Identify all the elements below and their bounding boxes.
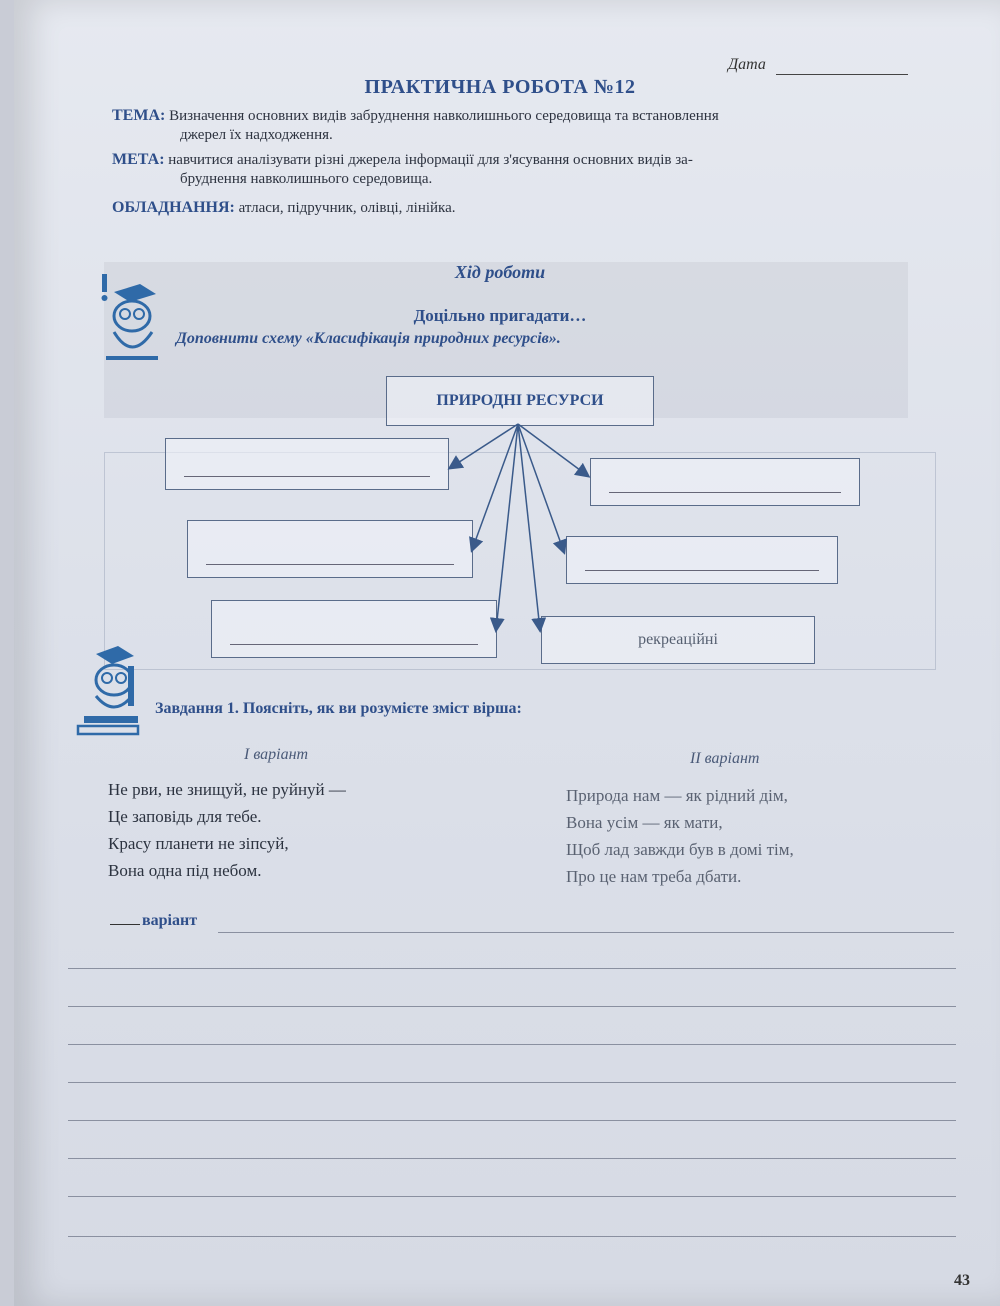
owl-books-icon (74, 640, 148, 740)
variant1-heading: I варіант (244, 746, 309, 763)
poem-line: Це заповідь для тебе. (108, 807, 262, 826)
answer-variant-text: варіант (142, 912, 198, 929)
tema-label: ТЕМА: (112, 107, 166, 124)
variant-number-field[interactable] (110, 924, 140, 925)
poem-line: Вона усім — як мати, (566, 813, 723, 832)
meta-label: МЕТА: (112, 151, 165, 168)
equipment-label: ОБЛАДНАННЯ: (112, 199, 235, 216)
poem-variant2 (566, 782, 794, 890)
poem-line: Красу планети не зіпсуй, (108, 834, 289, 853)
answer-line[interactable] (68, 1196, 956, 1197)
equipment-text: атласи, підручник, олівці, лінійка. (238, 200, 456, 216)
poem-line: Вона одна під небом. (108, 861, 262, 880)
poem-line: Про це нам треба дбати. (566, 867, 742, 886)
scheme-root-box: ПРИРОДНІ РЕСУРСИ (386, 376, 654, 426)
answer-line[interactable] (68, 1236, 956, 1237)
tema-text-1: Визначення основних видів забруднення навколишнього середовища та встановлення (169, 108, 719, 124)
tema-text-2: джерел їх надходження. (180, 127, 333, 143)
scheme-instruction: Доповнити схему «Класифікація природних ресурсів». (176, 330, 561, 347)
work-heading: Хід роботи (454, 262, 546, 282)
poem-variant1 (108, 776, 346, 884)
variant2-heading: II варіант (690, 750, 760, 767)
remember-heading: Доцільно пригадати… (413, 306, 587, 325)
meta-text-2: бруднення навколишнього середовища. (180, 171, 433, 187)
answer-line[interactable] (68, 968, 956, 969)
answer-line[interactable] (218, 932, 954, 933)
answer-line[interactable] (68, 1120, 956, 1121)
meta-text-1: навчитися аналізувати різні джерела інформації для з'ясування основних видів за- (168, 152, 693, 168)
answer-line[interactable] (68, 1158, 956, 1159)
answer-line[interactable] (68, 1006, 956, 1007)
poem-line: Природа нам — як рідний дім, (566, 786, 788, 805)
answer-line[interactable] (68, 1044, 956, 1045)
page-title: ПРАКТИЧНА РОБОТА №12 (364, 76, 636, 98)
scheme-box-recreational: рекреаційні (541, 616, 815, 664)
date-label: Дата (728, 56, 766, 73)
poem-line: Не рви, не знищуй, не руйнуй — (108, 780, 346, 799)
answer-variant-label (110, 912, 197, 930)
page-number: 43 (954, 1272, 970, 1289)
task1-title: Завдання 1. Поясніть, як ви розумієте зміст вірша: (155, 700, 522, 717)
poem-line: Щоб лад завжди був в домі тім, (566, 840, 794, 859)
answer-line[interactable] (68, 1082, 956, 1083)
